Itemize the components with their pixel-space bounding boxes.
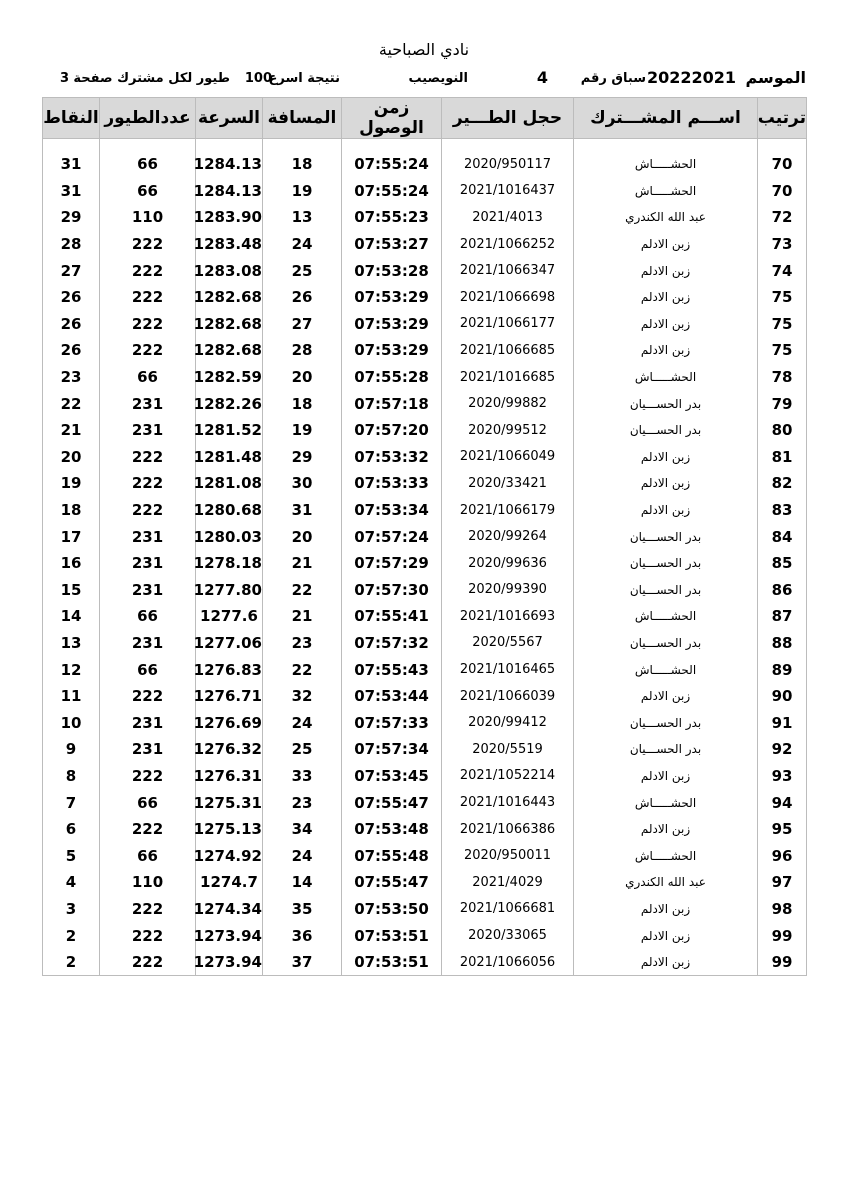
cell-rank: 96 [758,842,807,869]
cell-time: 07:57:32 [342,630,442,657]
cell-time: 07:55:41 [342,603,442,630]
cell-dist: 21 [263,550,342,577]
cell-time: 07:53:34 [342,497,442,524]
race-location: النويصيب [408,71,468,86]
cell-dist: 19 [263,417,342,444]
cell-points: 8 [43,763,100,790]
cell-name: زبن الادلم [574,284,758,311]
table-row [43,178,807,205]
cell-name: الحشـــــاش [574,364,758,391]
cell-name: زبن الادلم [574,444,758,471]
cell-time: 07:57:29 [342,550,442,577]
cell-ring: 2021/1066049 [442,444,574,471]
table-row [43,763,807,790]
cell-speed: 1281.52 [196,417,263,444]
cell-name: زبن الادلم [574,949,758,976]
table-row [43,550,807,577]
cell-time: 07:53:45 [342,763,442,790]
cell-count: 222 [100,949,196,976]
table-row [43,896,807,923]
cell-rank: 97 [758,869,807,896]
cell-time: 07:53:27 [342,231,442,258]
col-name-header: اســـم المشـــترك [574,98,758,139]
cell-count: 231 [100,550,196,577]
cell-dist: 14 [263,869,342,896]
cell-time: 07:57:24 [342,523,442,550]
cell-dist: 24 [263,231,342,258]
cell-count: 222 [100,922,196,949]
col-points-header: النقاط [43,98,100,139]
cell-count: 231 [100,523,196,550]
race-label: سباق رقم [580,71,646,86]
cell-time: 07:53:29 [342,337,442,364]
cell-time: 07:55:43 [342,656,442,683]
cell-count: 66 [100,364,196,391]
cell-rank: 72 [758,204,807,231]
cell-points: 10 [43,709,100,736]
cell-points: 15 [43,577,100,604]
cell-ring: 2020/99264 [442,523,574,550]
cell-dist: 31 [263,497,342,524]
cell-time: 07:53:48 [342,816,442,843]
cell-count: 66 [100,789,196,816]
cell-points: 29 [43,204,100,231]
table-row [43,444,807,471]
cell-speed: 1277.80 [196,577,263,604]
cell-points: 13 [43,630,100,657]
cell-rank: 74 [758,257,807,284]
cell-speed: 1284.13 [196,151,263,178]
cell-name: بدر الحســـيان [574,390,758,417]
cell-count: 66 [100,656,196,683]
cell-dist: 24 [263,709,342,736]
cell-name: بدر الحســـيان [574,417,758,444]
cell-dist: 34 [263,816,342,843]
cell-rank: 90 [758,683,807,710]
cell-name: بدر الحســـيان [574,736,758,763]
cell-speed: 1283.48 [196,231,263,258]
cell-speed: 1282.68 [196,337,263,364]
cell-speed: 1282.68 [196,311,263,338]
table-row [43,709,807,736]
cell-time: 07:53:51 [342,922,442,949]
cell-points: 31 [43,178,100,205]
cell-dist: 20 [263,364,342,391]
cell-speed: 1277.6 [196,603,263,630]
cell-ring: 2021/1066685 [442,337,574,364]
table-row [43,577,807,604]
col-speed-header: السرعة [196,98,263,139]
cell-count: 231 [100,390,196,417]
cell-time: 07:55:24 [342,178,442,205]
cell-time: 07:55:23 [342,204,442,231]
cell-ring: 2020/950011 [442,842,574,869]
cell-rank: 95 [758,816,807,843]
cell-ring: 2021/1066386 [442,816,574,843]
cell-points: 11 [43,683,100,710]
result-count: 100 [244,71,272,86]
cell-rank: 79 [758,390,807,417]
table-row [43,869,807,896]
cell-points: 12 [43,656,100,683]
cell-ring: 2021/4013 [442,204,574,231]
cell-dist: 18 [263,151,342,178]
table-row [43,284,807,311]
cell-time: 07:53:28 [342,257,442,284]
cell-speed: 1277.06 [196,630,263,657]
cell-points: 22 [43,390,100,417]
col-distance-header: المسافة [263,98,342,139]
cell-dist: 33 [263,763,342,790]
cell-rank: 78 [758,364,807,391]
cell-points: 21 [43,417,100,444]
cell-speed: 1281.08 [196,470,263,497]
cell-dist: 18 [263,390,342,417]
cell-count: 222 [100,896,196,923]
cell-count: 66 [100,603,196,630]
col-arrival-header: زمن الوصول [342,98,442,139]
cell-rank: 89 [758,656,807,683]
cell-dist: 29 [263,444,342,471]
cell-rank: 98 [758,896,807,923]
cell-count: 231 [100,577,196,604]
cell-dist: 27 [263,311,342,338]
cell-count: 231 [100,709,196,736]
cell-dist: 28 [263,337,342,364]
cell-count: 222 [100,284,196,311]
cell-name: زبن الادلم [574,470,758,497]
cell-points: 19 [43,470,100,497]
cell-ring: 2021/1066252 [442,231,574,258]
cell-points: 7 [43,789,100,816]
cell-speed: 1280.03 [196,523,263,550]
cell-dist: 30 [263,470,342,497]
cell-ring: 2020/950117 [442,151,574,178]
cell-ring: 2020/33065 [442,922,574,949]
cell-ring: 2021/1052214 [442,763,574,790]
cell-dist: 20 [263,523,342,550]
cell-speed: 1282.68 [196,284,263,311]
cell-count: 222 [100,444,196,471]
table-row [43,816,807,843]
cell-rank: 87 [758,603,807,630]
club-name: نادي الصباحية [378,40,470,59]
cell-speed: 1276.83 [196,656,263,683]
cell-points: 23 [43,364,100,391]
cell-speed: 1282.26 [196,390,263,417]
cell-speed: 1275.13 [196,816,263,843]
cell-speed: 1281.48 [196,444,263,471]
table-row [43,257,807,284]
cell-name: زبن الادلم [574,683,758,710]
cell-count: 222 [100,257,196,284]
cell-time: 07:57:20 [342,417,442,444]
page-number: 3 [59,71,69,86]
cell-rank: 94 [758,789,807,816]
cell-name: بدر الحســـيان [574,577,758,604]
cell-speed: 1276.69 [196,709,263,736]
table-row [43,842,807,869]
cell-time: 07:57:30 [342,577,442,604]
cell-time: 07:57:33 [342,709,442,736]
cell-rank: 91 [758,709,807,736]
cell-count: 110 [100,204,196,231]
table-row [43,630,807,657]
cell-ring: 2021/1066039 [442,683,574,710]
cell-dist: 32 [263,683,342,710]
cell-count: 222 [100,816,196,843]
cell-speed: 1274.7 [196,869,263,896]
cell-name: بدر الحســـيان [574,630,758,657]
table-row [43,204,807,231]
cell-points: 27 [43,257,100,284]
cell-ring: 2020/99512 [442,417,574,444]
cell-rank: 83 [758,497,807,524]
table-row [43,390,807,417]
cell-points: 20 [43,444,100,471]
cell-time: 07:53:50 [342,896,442,923]
cell-rank: 93 [758,763,807,790]
cell-count: 222 [100,683,196,710]
cell-ring: 2021/1016693 [442,603,574,630]
cell-ring: 2020/5567 [442,630,574,657]
cell-count: 110 [100,869,196,896]
table-row [43,523,807,550]
cell-name: الحشـــــاش [574,151,758,178]
cell-count: 66 [100,151,196,178]
cell-ring: 2021/1016443 [442,789,574,816]
cell-speed: 1278.18 [196,550,263,577]
season-value: 20222021 [646,68,736,87]
table-row [43,603,807,630]
cell-rank: 73 [758,231,807,258]
cell-points: 5 [43,842,100,869]
cell-time: 07:57:34 [342,736,442,763]
cell-ring: 2021/1066056 [442,949,574,976]
cell-rank: 86 [758,577,807,604]
cell-rank: 80 [758,417,807,444]
cell-count: 66 [100,842,196,869]
cell-name: زبن الادلم [574,311,758,338]
cell-speed: 1284.13 [196,178,263,205]
cell-rank: 81 [758,444,807,471]
cell-speed: 1275.31 [196,789,263,816]
cell-time: 07:57:18 [342,390,442,417]
cell-time: 07:55:28 [342,364,442,391]
cell-dist: 25 [263,736,342,763]
cell-points: 26 [43,284,100,311]
table-row [43,337,807,364]
cell-points: 26 [43,337,100,364]
table-row [43,364,807,391]
cell-count: 222 [100,337,196,364]
cell-speed: 1283.90 [196,204,263,231]
cell-count: 222 [100,470,196,497]
table-row [43,151,807,178]
cell-rank: 75 [758,284,807,311]
cell-points: 18 [43,497,100,524]
cell-ring: 2021/1066179 [442,497,574,524]
cell-name: زبن الادلم [574,231,758,258]
cell-time: 07:53:33 [342,470,442,497]
cell-name: زبن الادلم [574,337,758,364]
cell-ring: 2021/1066177 [442,311,574,338]
cell-points: 17 [43,523,100,550]
col-count-header: عددالطيور [100,98,196,139]
table-row [43,497,807,524]
results-table [42,97,807,976]
cell-name: زبن الادلم [574,816,758,843]
cell-name: الحشـــــاش [574,656,758,683]
cell-name: بدر الحســـيان [574,550,758,577]
cell-name: بدر الحســـيان [574,709,758,736]
table-row [43,417,807,444]
cell-ring: 2020/99390 [442,577,574,604]
cell-speed: 1283.08 [196,257,263,284]
cell-time: 07:53:32 [342,444,442,471]
col-ring-header: حجل الطـــير [442,98,574,139]
cell-speed: 1274.34 [196,896,263,923]
cell-dist: 24 [263,842,342,869]
cell-dist: 21 [263,603,342,630]
cell-rank: 75 [758,311,807,338]
table-row [43,949,807,976]
cell-count: 231 [100,736,196,763]
table-row [43,683,807,710]
cell-speed: 1273.94 [196,922,263,949]
cell-ring: 2021/4029 [442,869,574,896]
cell-points: 9 [43,736,100,763]
cell-ring: 2020/99636 [442,550,574,577]
cell-speed: 1280.68 [196,497,263,524]
cell-ring: 2021/1016685 [442,364,574,391]
cell-speed: 1276.32 [196,736,263,763]
col-rank-header: ترتيب [758,98,807,139]
cell-time: 07:53:29 [342,284,442,311]
cell-speed: 1276.31 [196,763,263,790]
cell-count: 231 [100,630,196,657]
cell-time: 07:53:51 [342,949,442,976]
cell-rank: 70 [758,178,807,205]
cell-dist: 37 [263,949,342,976]
cell-rank: 88 [758,630,807,657]
cell-ring: 2020/33421 [442,470,574,497]
table-row [43,736,807,763]
cell-name: الحشـــــاش [574,842,758,869]
table-row [43,789,807,816]
cell-count: 66 [100,178,196,205]
table-row [43,470,807,497]
cell-ring: 2020/5519 [442,736,574,763]
cell-name: الحشـــــاش [574,178,758,205]
result-label: نتيجة اسرع [268,71,340,86]
cell-speed: 1276.71 [196,683,263,710]
cell-count: 222 [100,763,196,790]
cell-dist: 13 [263,204,342,231]
cell-rank: 85 [758,550,807,577]
cell-rank: 84 [758,523,807,550]
cell-ring: 2021/1066347 [442,257,574,284]
cell-dist: 35 [263,896,342,923]
table-header-row [43,98,807,139]
cell-rank: 99 [758,922,807,949]
cell-time: 07:55:48 [342,842,442,869]
cell-rank: 92 [758,736,807,763]
cell-dist: 25 [263,257,342,284]
cell-ring: 2020/99412 [442,709,574,736]
cell-rank: 70 [758,151,807,178]
cell-dist: 23 [263,630,342,657]
cell-dist: 23 [263,789,342,816]
cell-ring: 2021/1016465 [442,656,574,683]
cell-points: 14 [43,603,100,630]
cell-points: 26 [43,311,100,338]
cell-speed: 1273.94 [196,949,263,976]
cell-name: عبد الله الكندري [574,869,758,896]
cell-ring: 2021/1066681 [442,896,574,923]
cell-ring: 2021/1066698 [442,284,574,311]
cell-points: 4 [43,869,100,896]
cell-name: زبن الادلم [574,922,758,949]
cell-points: 28 [43,231,100,258]
cell-name: زبن الادلم [574,896,758,923]
cell-speed: 1274.92 [196,842,263,869]
cell-time: 07:55:47 [342,789,442,816]
cell-points: 6 [43,816,100,843]
cell-count: 222 [100,311,196,338]
cell-rank: 82 [758,470,807,497]
cell-time: 07:53:29 [342,311,442,338]
table-row [43,311,807,338]
race-number: 4 [536,68,548,87]
cell-name: زبن الادلم [574,497,758,524]
cell-name: عبد الله الكندري [574,204,758,231]
cell-count: 231 [100,417,196,444]
cell-points: 16 [43,550,100,577]
cell-count: 222 [100,231,196,258]
per-member-label: طيور لكل مشترك صفحة [73,71,230,86]
cell-count: 222 [100,497,196,524]
cell-name: زبن الادلم [574,763,758,790]
cell-dist: 22 [263,577,342,604]
cell-time: 07:55:47 [342,869,442,896]
cell-name: زبن الادلم [574,257,758,284]
cell-dist: 22 [263,656,342,683]
cell-ring: 2020/99882 [442,390,574,417]
cell-points: 2 [43,949,100,976]
table-row [43,231,807,258]
cell-ring: 2021/1016437 [442,178,574,205]
cell-time: 07:53:44 [342,683,442,710]
cell-name: الحشـــــاش [574,789,758,816]
cell-speed: 1282.59 [196,364,263,391]
cell-points: 3 [43,896,100,923]
cell-dist: 19 [263,178,342,205]
cell-time: 07:55:24 [342,151,442,178]
cell-points: 31 [43,151,100,178]
table-row [43,656,807,683]
table-row [43,922,807,949]
cell-rank: 99 [758,949,807,976]
cell-points: 2 [43,922,100,949]
season-label: الموسم [745,68,806,87]
cell-dist: 26 [263,284,342,311]
cell-name: الحشـــــاش [574,603,758,630]
cell-name: بدر الحســـيان [574,523,758,550]
cell-dist: 36 [263,922,342,949]
cell-rank: 75 [758,337,807,364]
